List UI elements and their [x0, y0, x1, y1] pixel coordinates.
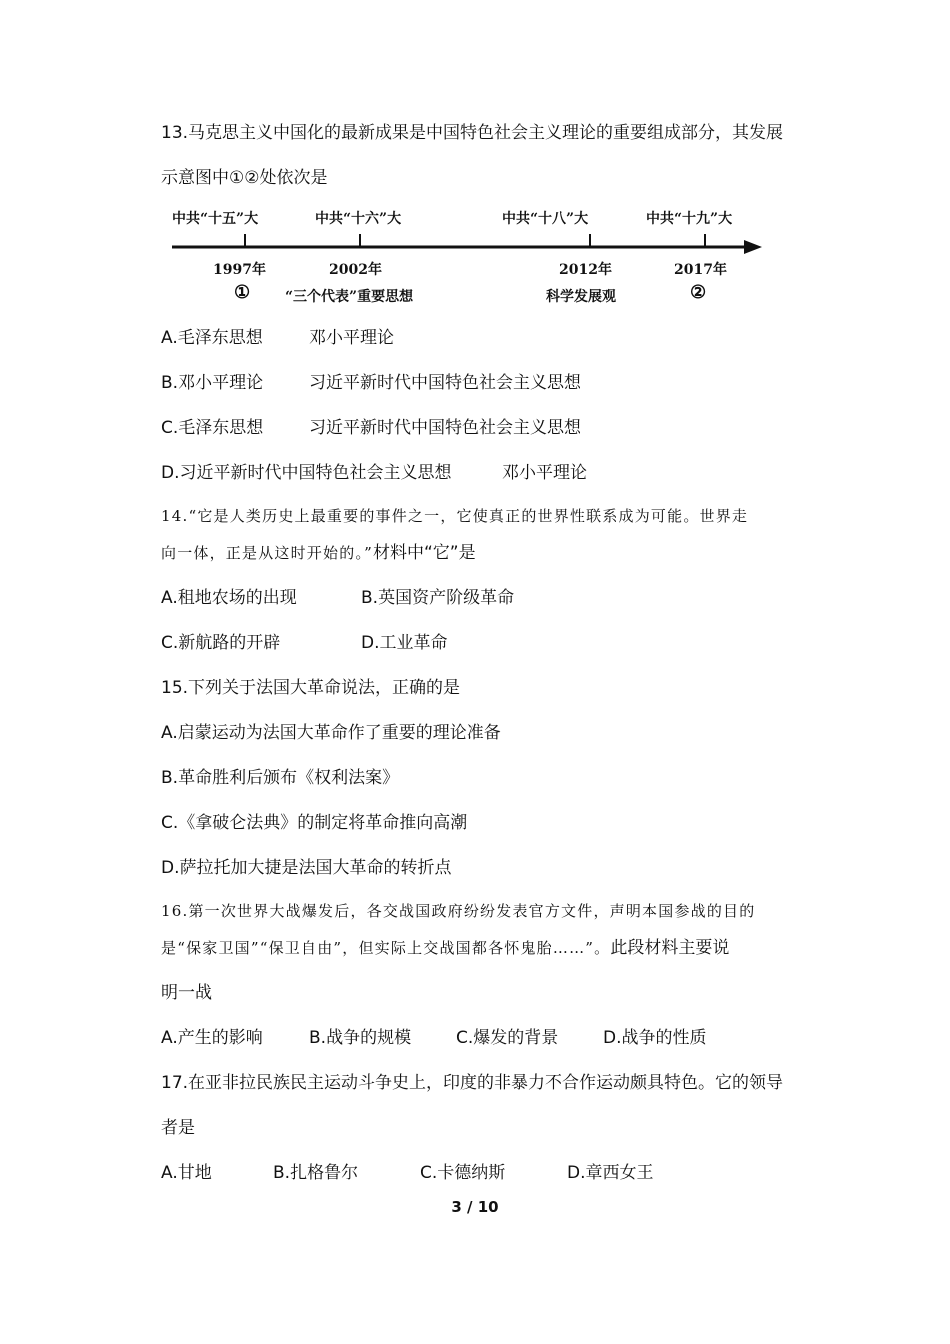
q17-option-c[interactable]: C.卡德纳斯 — [420, 1163, 506, 1183]
q15-option-c[interactable]: C.《拿破仑法典》的制定将革命推向高潮 — [161, 813, 468, 833]
q17-stem-line2: 者是 — [161, 1118, 195, 1138]
timeline-blank-2: ② — [690, 282, 707, 303]
timeline-label-16: 中共“十六”大 — [315, 211, 402, 227]
q15-option-d[interactable]: D.萨拉托加大捷是法国大革命的转折点 — [161, 858, 452, 878]
q13-stem-line1: 13.马克思主义中国化的最新成果是中国特色社会主义理论的重要组成部分，其发展 — [161, 123, 784, 143]
q16-option-d[interactable]: D.战争的性质 — [603, 1028, 707, 1048]
q14-stem-line2 — [161, 542, 476, 564]
q15-option-a[interactable]: A.启蒙运动为法国大革命作了重要的理论准备 — [161, 723, 501, 743]
timeline-theory-scientific-development: 科学发展观 — [546, 289, 616, 305]
q16-option-c[interactable]: C.爆发的背景 — [456, 1028, 559, 1048]
q15-stem: 15.下列关于法国大革命说法，正确的是 — [161, 678, 461, 698]
q14-option-a[interactable]: A.租地农场的出现 — [161, 588, 297, 608]
q16-stem-line2 — [161, 937, 729, 959]
q14-stem-line1: 14.“它是人类历史上最重要的事件之一，它使真正的世界性联系成为可能。世界走 — [161, 507, 749, 525]
q17-option-a[interactable]: A.甘地 — [161, 1163, 212, 1183]
timeline-label-19: 中共“十九”大 — [646, 211, 733, 227]
timeline-year-1997: 1997年 — [213, 262, 266, 278]
q14-quote-end: 向一体，正是从这时开始的。” — [161, 544, 373, 562]
option-text: D.习近平新时代中国特色社会主义思想 — [161, 463, 452, 483]
q14-option-d[interactable]: D.工业革命 — [361, 633, 448, 653]
page-number: 3 / 10 — [451, 1198, 499, 1216]
timeline-blank-1: ① — [234, 282, 251, 303]
option-text: 习近平新时代中国特色社会主义思想 — [309, 418, 581, 438]
option-text: 习近平新时代中国特色社会主义思想 — [309, 373, 581, 393]
q16-option-a[interactable]: A.产生的影响 — [161, 1028, 263, 1048]
timeline-year-2012: 2012年 — [559, 262, 612, 278]
timeline-label-15: 中共“十五”大 — [172, 211, 259, 227]
q14-question: 材料中“它”是 — [372, 543, 476, 563]
q16-quote: 是“保家卫国”“保卫自由”，但实际上交战国都各怀鬼胎……”。 — [161, 939, 611, 957]
q16-option-b[interactable]: B.战争的规模 — [309, 1028, 412, 1048]
option-text: B.邓小平理论 — [161, 373, 264, 393]
q17-option-b[interactable]: B.扎格鲁尔 — [273, 1163, 359, 1183]
q13-stem-line2: 示意图中①②处依次是 — [161, 168, 328, 188]
option-text: 邓小平理论 — [502, 463, 587, 483]
option-text: C.毛泽东思想 — [161, 418, 264, 438]
q16-question: 此段材料主要说 — [610, 938, 730, 958]
timeline-year-2002: 2002年 — [329, 262, 382, 278]
timeline-axis — [0, 0, 950, 320]
q14-option-b[interactable]: B.英国资产阶级革命 — [361, 588, 515, 608]
timeline-year-2017: 2017年 — [674, 262, 727, 278]
option-text: A.毛泽东思想 — [161, 328, 263, 348]
timeline-diagram — [0, 0, 950, 320]
q16-stem-line1: 16.第一次世界大战爆发后，各交战国政府纷纷发表官方文件，声明本国参战的目的 — [161, 902, 756, 920]
q17-stem-line1: 17.在亚非拉民族民主运动斗争史上，印度的非暴力不合作运动颇具特色。它的领导 — [161, 1073, 784, 1093]
timeline-theory-three-represents: “三个代表”重要思想 — [285, 289, 414, 305]
q17-option-d[interactable]: D.章西女王 — [567, 1163, 654, 1183]
timeline-label-18: 中共“十八”大 — [502, 211, 589, 227]
q16-stem-line3: 明一战 — [161, 983, 212, 1003]
q15-option-b[interactable]: B.革命胜利后颁布《权利法案》 — [161, 768, 400, 788]
option-text: 邓小平理论 — [309, 328, 394, 348]
q14-option-c[interactable]: C.新航路的开辟 — [161, 633, 281, 653]
